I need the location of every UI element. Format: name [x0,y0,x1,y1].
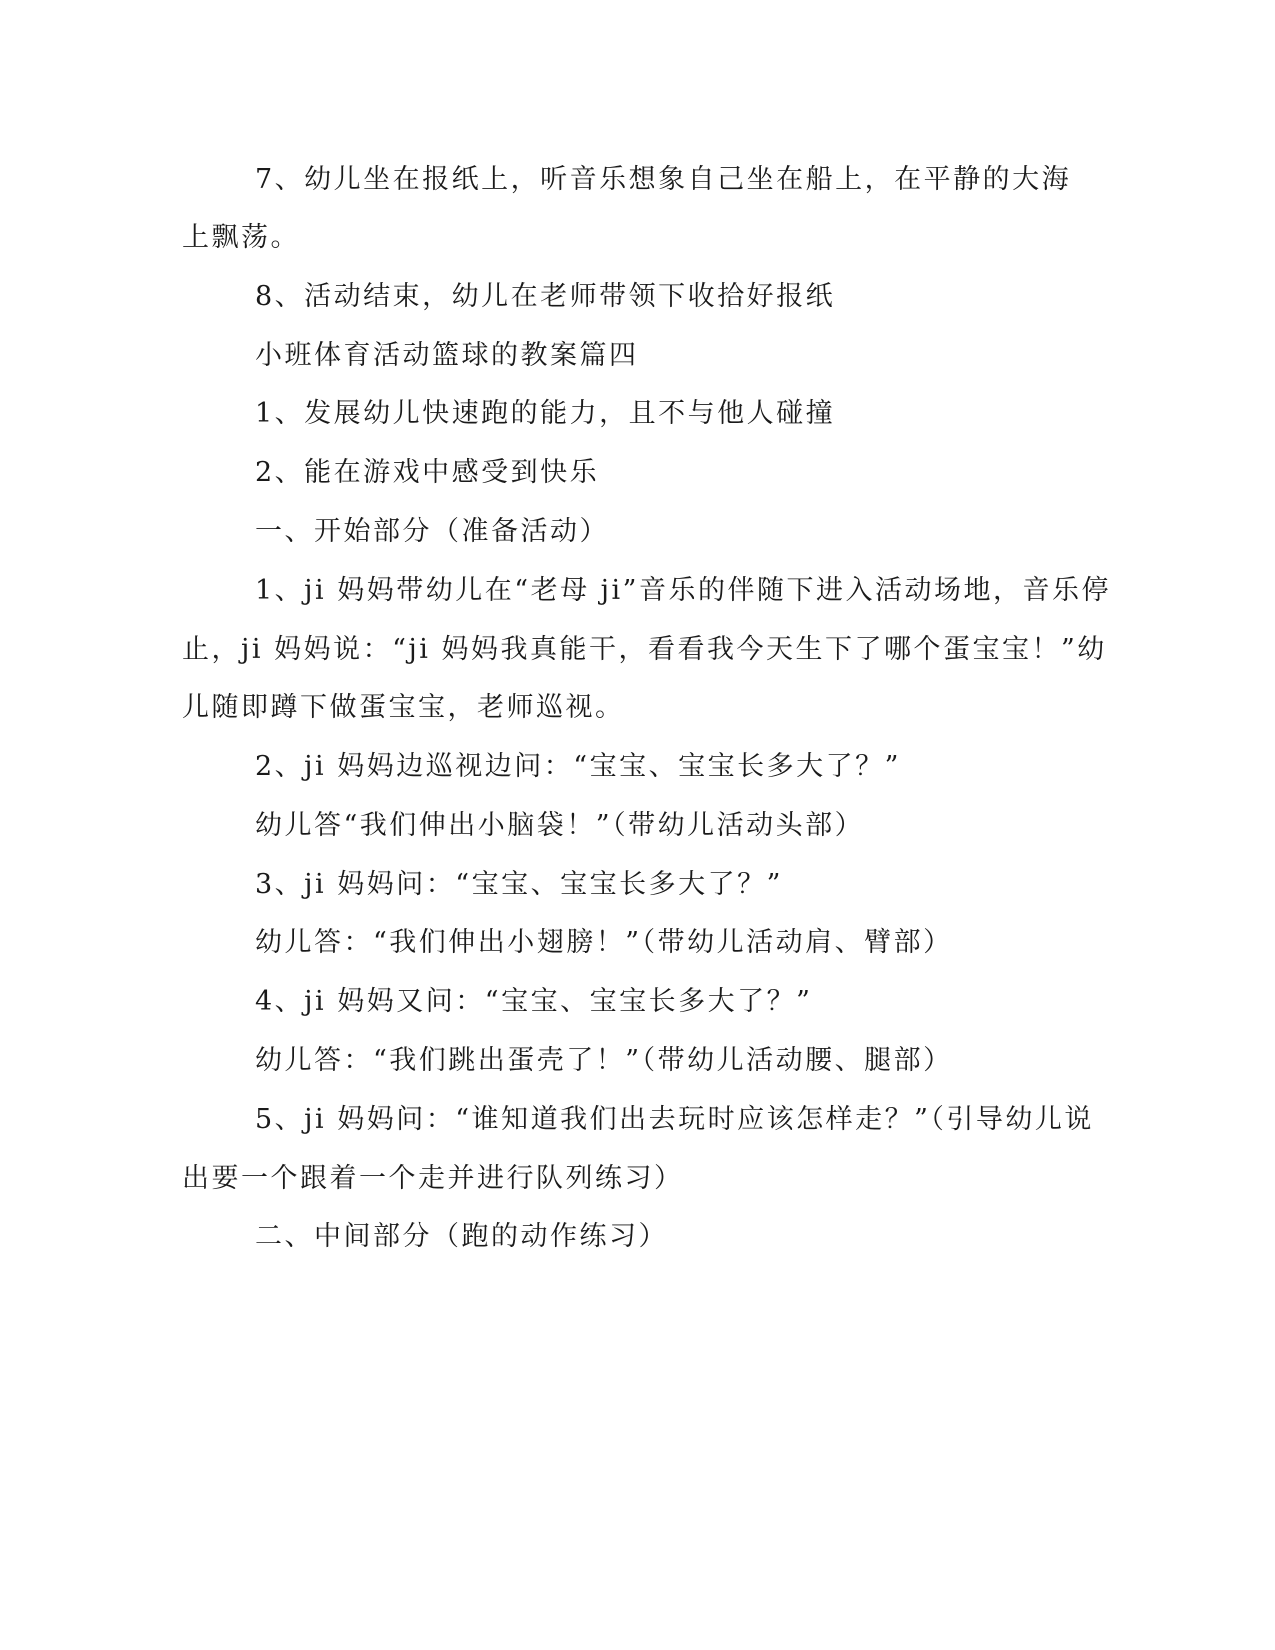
child-answer-2: 幼儿答：“我们伸出小翅膀！”（带幼儿活动肩、臂部） [255,927,953,958]
part-heading-start: 一、开始部分（准备活动） [255,516,609,547]
activity-step-3: 3、ji 妈妈问：“宝宝、宝宝长多大了？” [255,869,783,900]
activity-step-2: 2、ji 妈妈边巡视边问：“宝宝、宝宝长多大了？” [255,751,901,782]
activity-step-5: 5、ji 妈妈问：“谁知道我们出去玩时应该怎样走？”（引导幼儿说 [255,1104,1094,1135]
part-heading-middle: 二、中间部分（跑的动作练习） [255,1221,668,1252]
activity-step-1: 1、ji 妈妈带幼儿在“老母 ji”音乐的伴随下进入活动场地，音乐停 [255,575,1111,606]
activity-step-1-continued: 止，ji 妈妈说：“ji 妈妈我真能干，看看我今天生下了哪个蛋宝宝！”幼 [182,634,1107,665]
activity-step-1-end: 儿随即蹲下做蛋宝宝，老师巡视。 [182,692,625,723]
goal-item-1: 1、发展幼儿快速跑的能力，且不与他人碰撞 [255,398,836,429]
section-heading: 小班体育活动篮球的教案篇四 [255,340,639,371]
child-answer-3: 幼儿答：“我们跳出蛋壳了！”（带幼儿活动腰、腿部） [255,1045,953,1076]
paragraph-step-7: 7、幼儿坐在报纸上，听音乐想象自己坐在船上，在平静的大海 [255,164,1072,195]
goal-item-2: 2、能在游戏中感受到快乐 [255,457,600,488]
paragraph-step-7-continued: 上飘荡。 [182,222,300,253]
activity-step-4: 4、ji 妈妈又问：“宝宝、宝宝长多大了？” [255,986,813,1017]
child-answer-1: 幼儿答“我们伸出小脑袋！”（带幼儿活动头部） [255,810,865,841]
paragraph-step-8: 8、活动结束，幼儿在老师带领下收拾好报纸 [255,281,836,312]
activity-step-5-continued: 出要一个跟着一个走并进行队列练习） [182,1163,684,1194]
